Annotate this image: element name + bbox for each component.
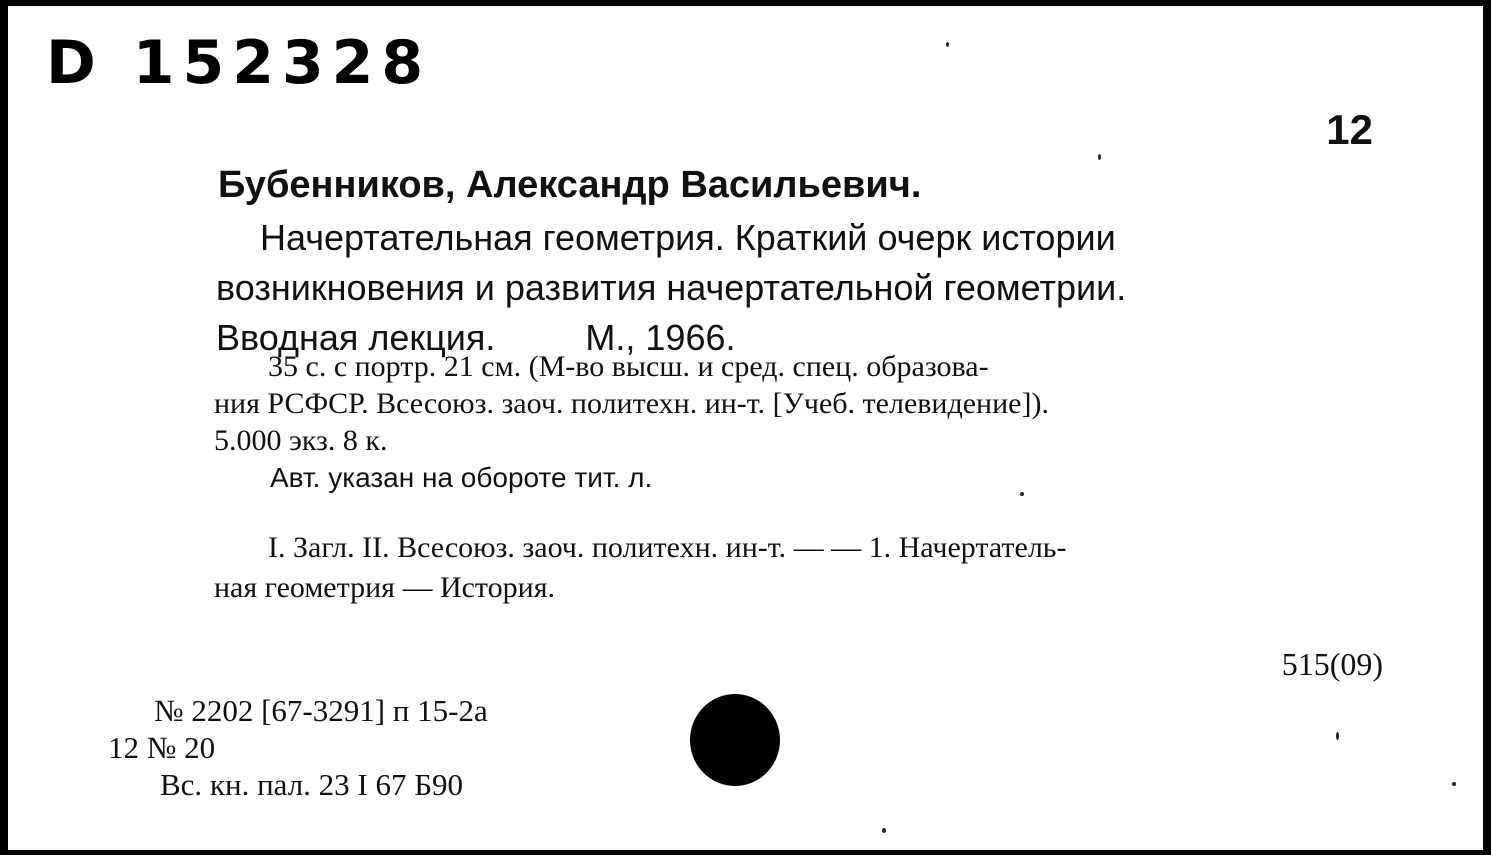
- title-line-1: Начертательная геометрия. Краткий очерк истории: [260, 217, 1116, 258]
- physical-line-3: 5.000 экз. 8 к.: [214, 424, 388, 457]
- physical-line-2: ния РСФСР. Всесоюз. заоч. политехн. ин-т. [Учеб. телевидение]).: [214, 387, 1049, 420]
- title-block: [216, 213, 1388, 363]
- ink-speck: [1452, 782, 1456, 786]
- registration-line-1: № 2202 [67-3291] п 15-2а: [154, 693, 488, 728]
- classification-code: 515(09): [1281, 646, 1383, 682]
- physical-description: [214, 348, 1390, 459]
- registration-line-2: 12 № 20: [108, 730, 216, 765]
- registration-block: [108, 692, 488, 803]
- ink-speck: [1098, 154, 1101, 160]
- catalog-card: [8, 6, 1483, 850]
- registration-line-3: Вс. кн. пал. 23 I 67 Б90: [160, 767, 464, 802]
- handwritten-call-number: D 152328: [46, 28, 432, 98]
- tracing-line-2: ная геометрия — История.: [214, 571, 556, 604]
- author-heading: Бубенников, Александр Васильевич.: [218, 164, 922, 206]
- title-line-2: возникновения и развития начертательной геометрии.: [216, 267, 1127, 308]
- tracings: [214, 528, 1390, 608]
- ink-speck: [946, 42, 949, 47]
- punch-hole: [690, 694, 780, 786]
- tracing-line-1: I. Загл. II. Всесоюз. заоч. политехн. ин-т. — — 1. Начертатель-: [268, 531, 1067, 564]
- ink-speck: [1020, 492, 1024, 496]
- author-note: Авт. указан на обороте тит. л.: [270, 462, 653, 493]
- page-number: 12: [1326, 106, 1373, 153]
- physical-line-1: 35 с. с портр. 21 см. (М-во высш. и сред. спец. образова-: [268, 350, 989, 383]
- title-line-3: Вводная лекция. М., 1966.: [216, 317, 736, 358]
- ink-speck: [1336, 732, 1339, 740]
- ink-speck: [882, 828, 886, 833]
